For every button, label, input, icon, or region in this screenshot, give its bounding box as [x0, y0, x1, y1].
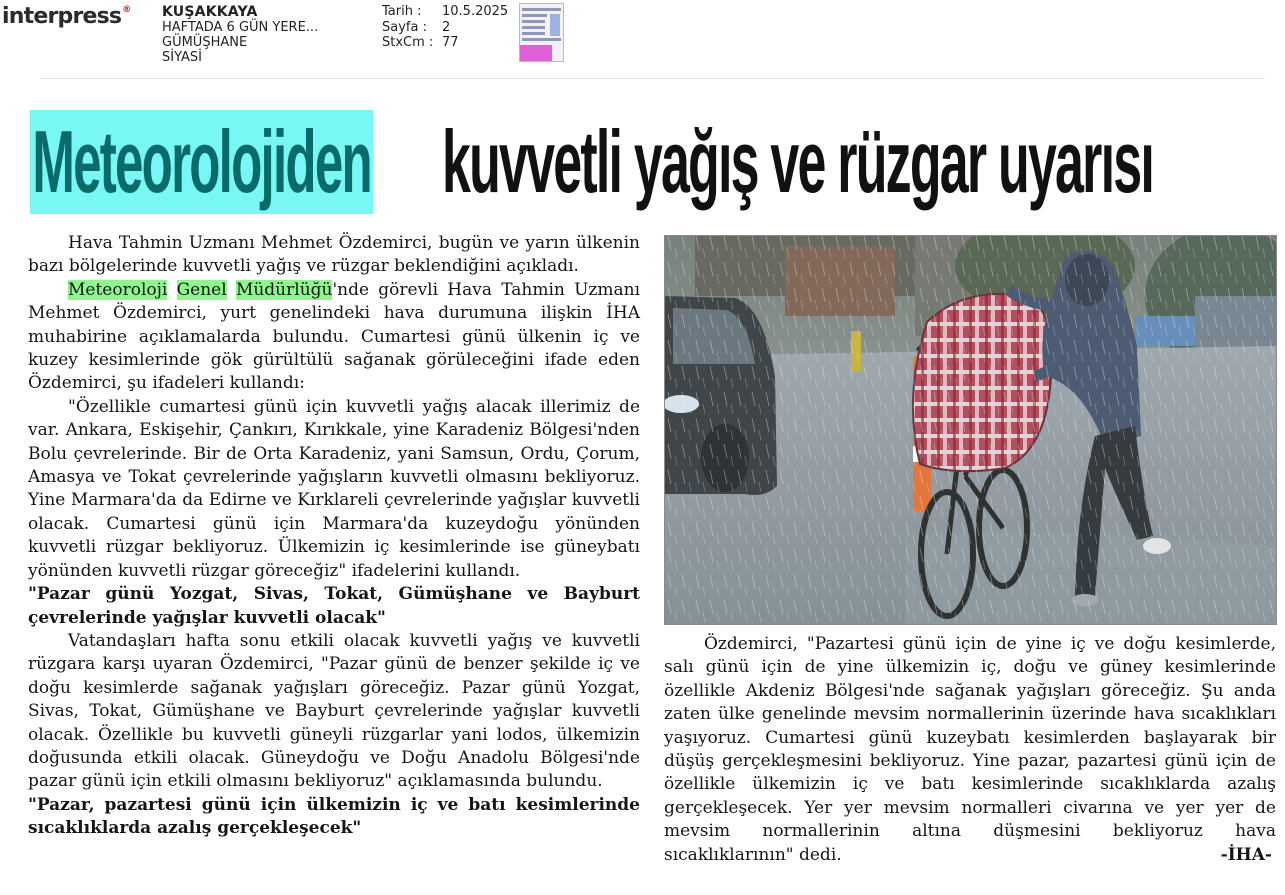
- keyword-highlight: Genel: [176, 279, 227, 300]
- rain-cyclist-photo-icon: [664, 235, 1277, 625]
- thumbnail-highlight: [520, 45, 552, 61]
- thumbnail-band: [522, 20, 545, 23]
- registered-mark: ®: [122, 5, 131, 15]
- header-divider: [40, 78, 1265, 79]
- stxcm-value: 77: [442, 35, 459, 50]
- thumbnail-band: [522, 26, 545, 29]
- paragraph-forecast: [664, 633, 1276, 867]
- paragraph-sunday: Vatandaşları hafta sonu etkili olacak kuvvetli yağış ve kuvvetli rüzgara karşı uyaran Özdemirci, "Pazar günü de benzer şekilde iç ve doğu kesimlerde sağanak yağışları göreceğiz. Pazar günü Yozgat, Sivas, Tokat, Gümüşhane ve Bayburt çevrelerinde yağışlar kuvvetli olacak. Özellikle bu kuvvetli güneyli rüzgarlar yani lodos, ülkemizin doğusunda etkili olacak. Güneydoğu ve Doğu Anadolu Bölgesi'nde pazar günü için etkili olmasını bekliyoruz" açıklamasında bulundu.: [28, 630, 640, 792]
- headline: [30, 110, 1154, 214]
- page-value: 2: [442, 19, 451, 35]
- stxcm-label: StxCm :: [382, 35, 434, 50]
- thumbnail-band: [522, 38, 561, 41]
- date-value: 10.5.2025: [442, 4, 509, 19]
- date-label: Tarih :: [382, 4, 422, 19]
- article-left-column: [28, 232, 640, 841]
- headline-highlighted: Meteorolojiden: [30, 110, 373, 214]
- subheading-sunday: "Pazar günü Yozgat, Sivas, Tokat, Gümüşhane ve Bayburt çevrelerinde yağışlar kuvvetli olacak": [28, 584, 640, 628]
- paragraph-source: [28, 279, 640, 396]
- paragraph-intro: Hava Tahmin Uzmanı Mehmet Özdemirci, bugün ve yarın ülkenin bazı bölgelerinde kuvvetli yağış ve rüzgar beklendiğini açıkladı.: [28, 233, 640, 277]
- publication-frequency: HAFTADA 6 GÜN YERE...: [162, 20, 319, 35]
- publication-name: KUŞAKKAYA: [162, 4, 258, 20]
- meta-page: [382, 20, 508, 36]
- interpress-logo: [2, 6, 130, 28]
- clip-meta: [382, 4, 508, 51]
- publication-category: SİYASİ: [162, 50, 202, 65]
- keyword-highlight: Meteoroloji: [68, 279, 168, 300]
- subheading-temperature: "Pazar, pazartesi günü için ülkemizin iç ve batı kesimlerinde sıcaklıklarda azalış gerçekleşecek": [28, 794, 640, 839]
- thumbnail-band: [522, 32, 545, 35]
- meta-date: [382, 4, 508, 20]
- article-right-column: [664, 633, 1276, 867]
- thumbnail-band: [522, 8, 561, 11]
- page-thumbnail-icon[interactable]: [519, 3, 564, 62]
- source-agency: -İHA-: [1220, 844, 1272, 865]
- keyword-highlight: Müdürlüğü: [235, 279, 333, 300]
- thumbnail-band: [522, 14, 547, 17]
- logo-text: interpress: [2, 4, 122, 29]
- meta-stxcm: [382, 35, 508, 51]
- photo-illustration: [665, 236, 1277, 625]
- page-label: Sayfa :: [382, 19, 427, 35]
- headline-rest: kuvvetli yağış ve rüzgar uyarısı: [442, 112, 1154, 211]
- publication-region: GÜMÜŞHANE: [162, 35, 248, 50]
- paragraph-source-text: 'nde görevli Hava Tahmin Uzmanı Mehmet Özdemirci, yurt genelindeki hava durumuna ilişkin İHA muhabirine açıklamalarda bulundu. Cumartesi günü ülkenin iç ve kuzey kesimlerinde gök gürültülü sağanak görüleceğini ifade eden Özdemirci, şu ifadeleri kullandı:: [28, 279, 641, 394]
- paragraph-quote-saturday: "Özellikle cumartesi günü için kuvvetli yağış alacak illerimiz de var. Ankara, Eskişehir, Çankırı, Kırıkkale, yine Karadeniz Bölgesi'nden Bolu çevrelerinde. Bir de Orta Karadeniz, yani Samsun, Ordu, Çorum, Amasya ve Tokat çevrelerinde yağışların kuvvetli olmasını bekliyoruz. Yine Marmara'da da Edirne ve Kırklareli çevrelerinde yağışlar kuvvetli olacak. Cumartesi günü için Marmara'da kuzeydoğu yönünden kuvvetli rüzgar bekliyoruz. Ülkemizin iç kesimlerinde ise güneybatı yönünden kuvvetli rüzgar göreceğiz" ifadelerini kullandı.: [28, 396, 640, 581]
- paragraph-forecast-text: Özdemirci, "Pazartesi günü için de yine iç ve doğu kesimlerde, salı günü için de yine ülkemizin iç, doğu ve güney kesimlerinde özellikle Akdeniz Bölgesi'nde sağanak yağışları göreceğiz. Şu anda zaten ülke genelinde mevsim normallerinin üzerinde hava sıcaklıkları yaşıyoruz. Cumartesi günü kuzeybatı kesimlerden başlayarak bir düşüş gerçekleşmesini bekliyoruz. Yine pazar, pazartesi günü için de özellikle ülkemizin iç ve batı kesimlerinde sıcaklıklarda azalış gerçekleşecek. Yer yer mevsim normalleri civarına ve yer yer de mevsim normallerinin altına düşmesini bekliyoruz hava sıcaklıklarının" dedi.: [664, 634, 1276, 865]
- thumbnail-photo: [550, 14, 560, 36]
- publication-info: [162, 5, 318, 65]
